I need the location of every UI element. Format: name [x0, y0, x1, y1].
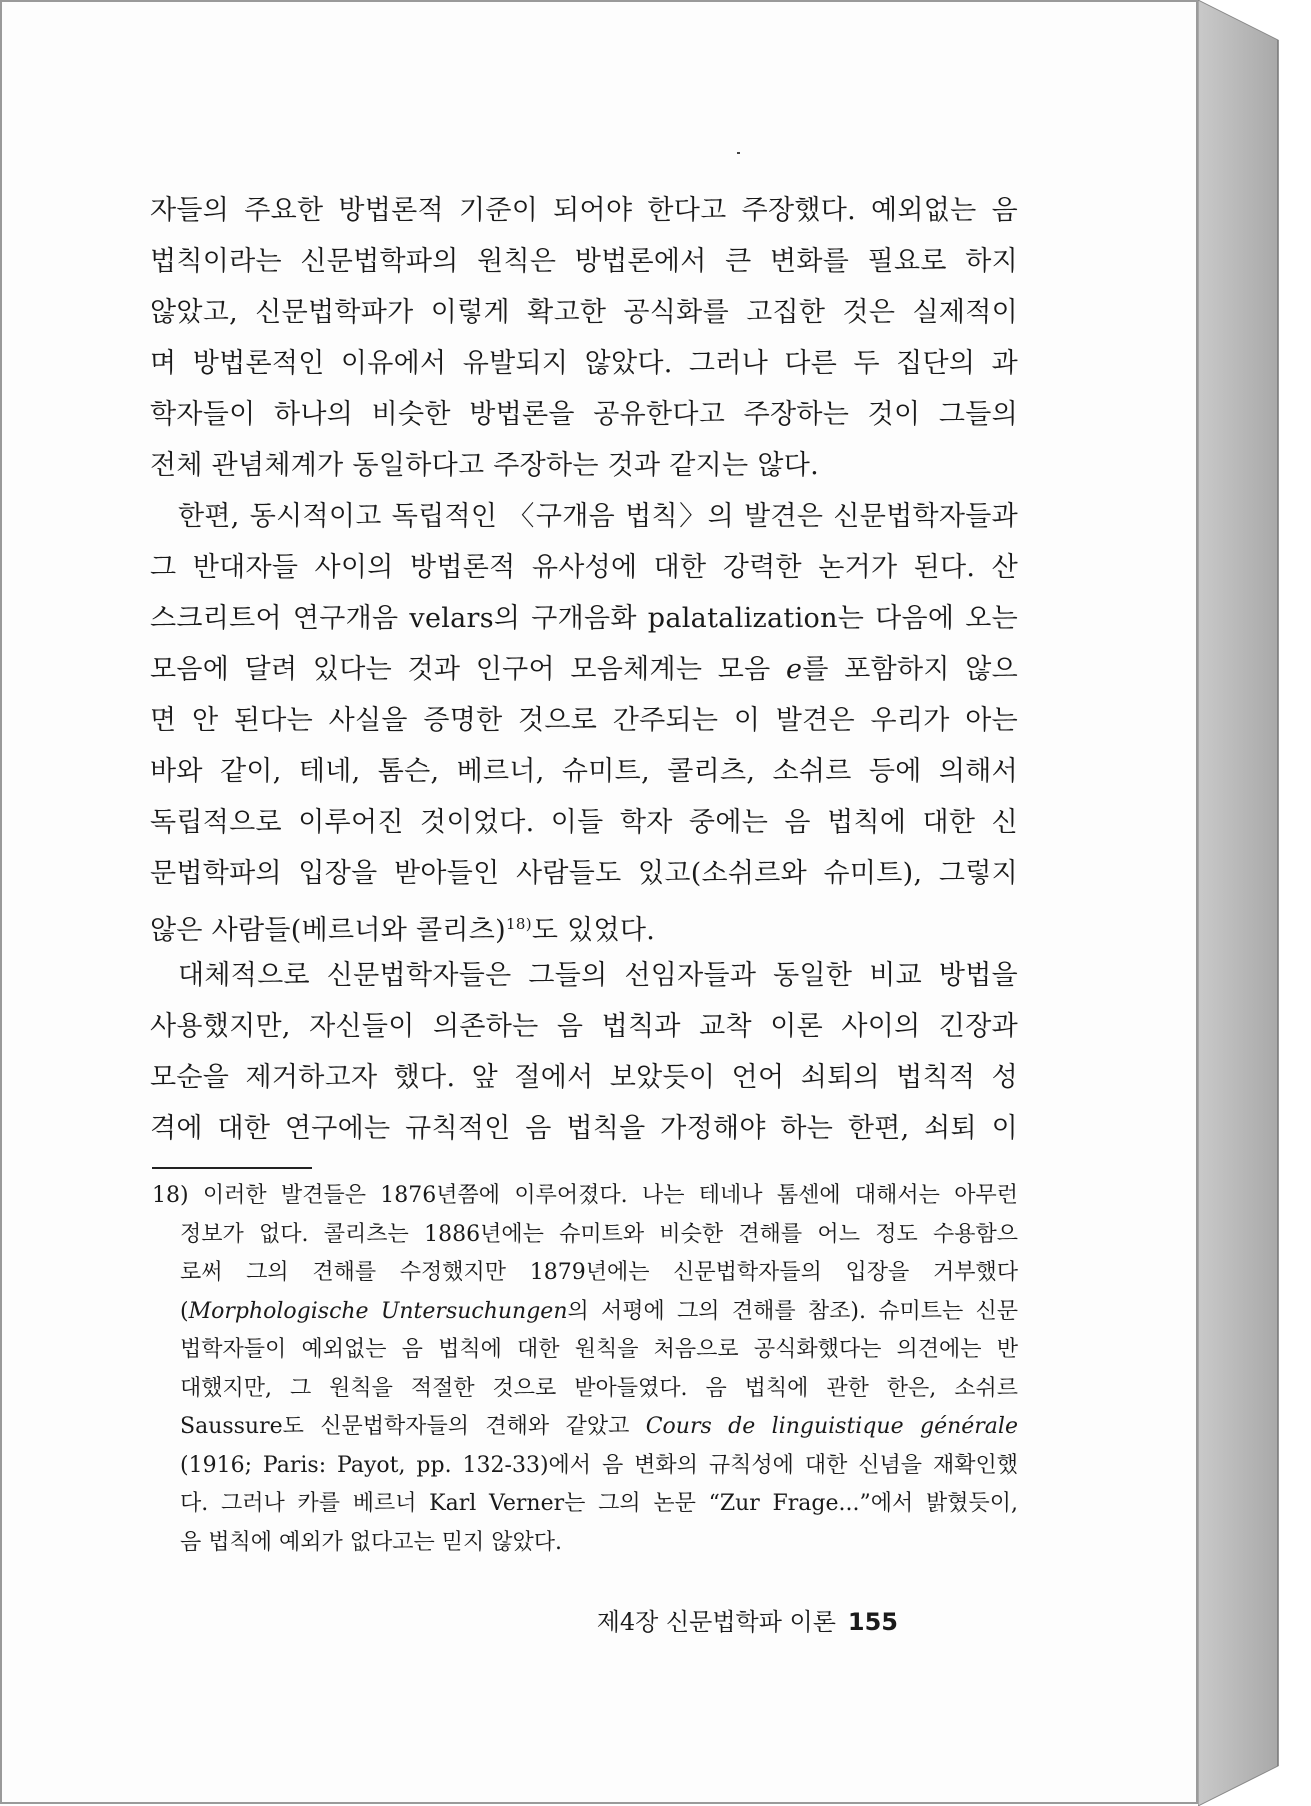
text-line: 모순을 제거하고자 했다. 앞 절에서 보았듯이 언어 쇠퇴의 법칙적 성: [150, 1062, 1018, 1093]
text-segment: Saussure도 신문법학자들의 견해와 같았고: [180, 1414, 646, 1439]
text-segment: 모음에 달려 있다는 것과 인구어 모음체계는 모음: [150, 654, 787, 685]
text-line: 않았고, 신문법학파가 이렇게 확고한 공식화를 고집한 것은 실제적이: [150, 297, 1018, 328]
footnote-line: 대했지만, 그 원칙을 적절한 것으로 받아들였다. 음 법칙에 관한 한은, 소쉬르: [180, 1375, 1018, 1401]
footnote-18: [152, 1177, 1018, 1562]
text-line: 전체 관념체계가 동일하다고 주장하는 것과 같지는 않다.: [150, 450, 819, 481]
text-line: 학자들이 하나의 비슷한 방법론을 공유한다고 주장하는 것이 그들의: [150, 399, 1018, 430]
footnote-line: 음 법칙에 예외가 없다고는 믿지 않았다.: [180, 1529, 562, 1555]
body-text: [150, 185, 1018, 1154]
footnote-reference: 18): [506, 915, 532, 933]
page-number: 155: [847, 1608, 898, 1636]
text-line: 문법학파의 입장을 받아들인 사람들도 있고(소쉬르와 슈미트), 그렇지: [150, 858, 1018, 889]
text-line: 스크리트어 연구개음 velars의 구개음화 palatalization는 다음에 오는: [150, 603, 1018, 634]
text-line: 한편, 동시적이고 독립적인 〈구개음 법칙〉의 발견은 신문법학자들과: [178, 501, 1018, 532]
book-edge-graphic: [1198, 0, 1311, 1806]
text-segment: 도 있었다.: [531, 915, 656, 946]
text-line: 면 안 된다는 사실을 증명한 것으로 간주되는 이 발견은 우리가 아는: [150, 705, 1018, 736]
text-line: 자들의 주요한 방법론적 기준이 되어야 한다고 주장했다. 예외없는 음: [150, 195, 1018, 226]
text-line-with-italic: [150, 644, 1018, 695]
text-line: 바와 같이, 테네, 톰슨, 베르너, 슈미트, 콜리츠, 소쉬르 등에 의해서: [150, 756, 1018, 787]
text-line: 법칙이라는 신문법학파의 원칙은 방법론에서 큰 변화를 필요로 하지: [150, 246, 1018, 277]
text-segment: 를 포함하지 않으: [802, 654, 1018, 685]
print-speck: [737, 152, 740, 154]
text-line: 사용했지만, 자신들이 의존하는 음 법칙과 교착 이론 사이의 긴장과: [150, 1011, 1018, 1042]
italic-vowel-e: e: [786, 654, 803, 685]
book-edge-3d: [1198, 0, 1311, 1806]
footnote-line: 정보가 없다. 콜리츠는 1886년에는 슈미트와 비슷한 견해를 어느 정도 수용함으: [180, 1221, 1018, 1247]
text-segment: 의 서평에 그의 견해를 참조). 슈미트는 신문: [567, 1298, 1018, 1324]
book-spine-face: [1198, 0, 1278, 1806]
footnote-line: 다. 그러나 카를 베르너 Karl Verner는 그의 논문 “Zur Frage...”에서 밝혔듯이,: [180, 1491, 1018, 1516]
footnote-line-with-italic: [152, 1408, 1018, 1447]
paragraph-3: [150, 950, 1018, 1154]
text-line: 독립적으로 이루어진 것이었다. 이들 학자 중에는 음 법칙에 대한 신: [150, 807, 1018, 838]
paragraph-2: [150, 491, 1018, 950]
footnote-line: 로써 그의 견해를 수정했지만 1879년에는 신문법학자들의 입장을 거부했다: [180, 1260, 1018, 1285]
footnote-line-with-italic: [152, 1293, 1018, 1332]
running-footer: [597, 1602, 898, 1637]
text-line: 며 방법론적인 이유에서 유발되지 않았다. 그러나 다른 두 집단의 과: [150, 348, 1018, 379]
text-line: 대체적으로 신문법학자들은 그들의 선임자들과 동일한 비교 방법을: [178, 960, 1018, 991]
paragraph-1: [150, 185, 1018, 491]
text-segment: (: [180, 1298, 189, 1324]
text-line: 격에 대한 연구에는 규칙적인 음 법칙을 가정해야 하는 한편, 쇠퇴 이: [150, 1113, 1018, 1144]
text-line-with-footnote-ref: [150, 899, 1018, 950]
footnote-separator: [152, 1167, 312, 1169]
text-line: 그 반대자들 사이의 방법론적 유사성에 대한 강력한 논거가 된다. 산: [150, 552, 1018, 583]
text-segment: 않은 사람들(베르너와 콜리츠): [150, 915, 507, 946]
footnote-line: 법학자들이 예외없는 음 법칙에 대한 원칙을 처음으로 공식화했다는 의견에는 반: [180, 1337, 1018, 1362]
italic-title: Morphologische Untersuchungen: [188, 1298, 568, 1324]
footnote-line: (1916; Paris: Payot, pp. 132-33)에서 음 변화의 규칙성에 대한 신념을 재확인했: [180, 1452, 1018, 1478]
footnote-line: 18) 이러한 발견들은 1876년쯤에 이루어졌다. 나는 테네나 톰센에 대해서는 아무런: [152, 1183, 1018, 1208]
chapter-title: 제4장 신문법학파 이론: [596, 1608, 836, 1636]
italic-title: Cours de linguistique générale: [645, 1414, 1018, 1439]
